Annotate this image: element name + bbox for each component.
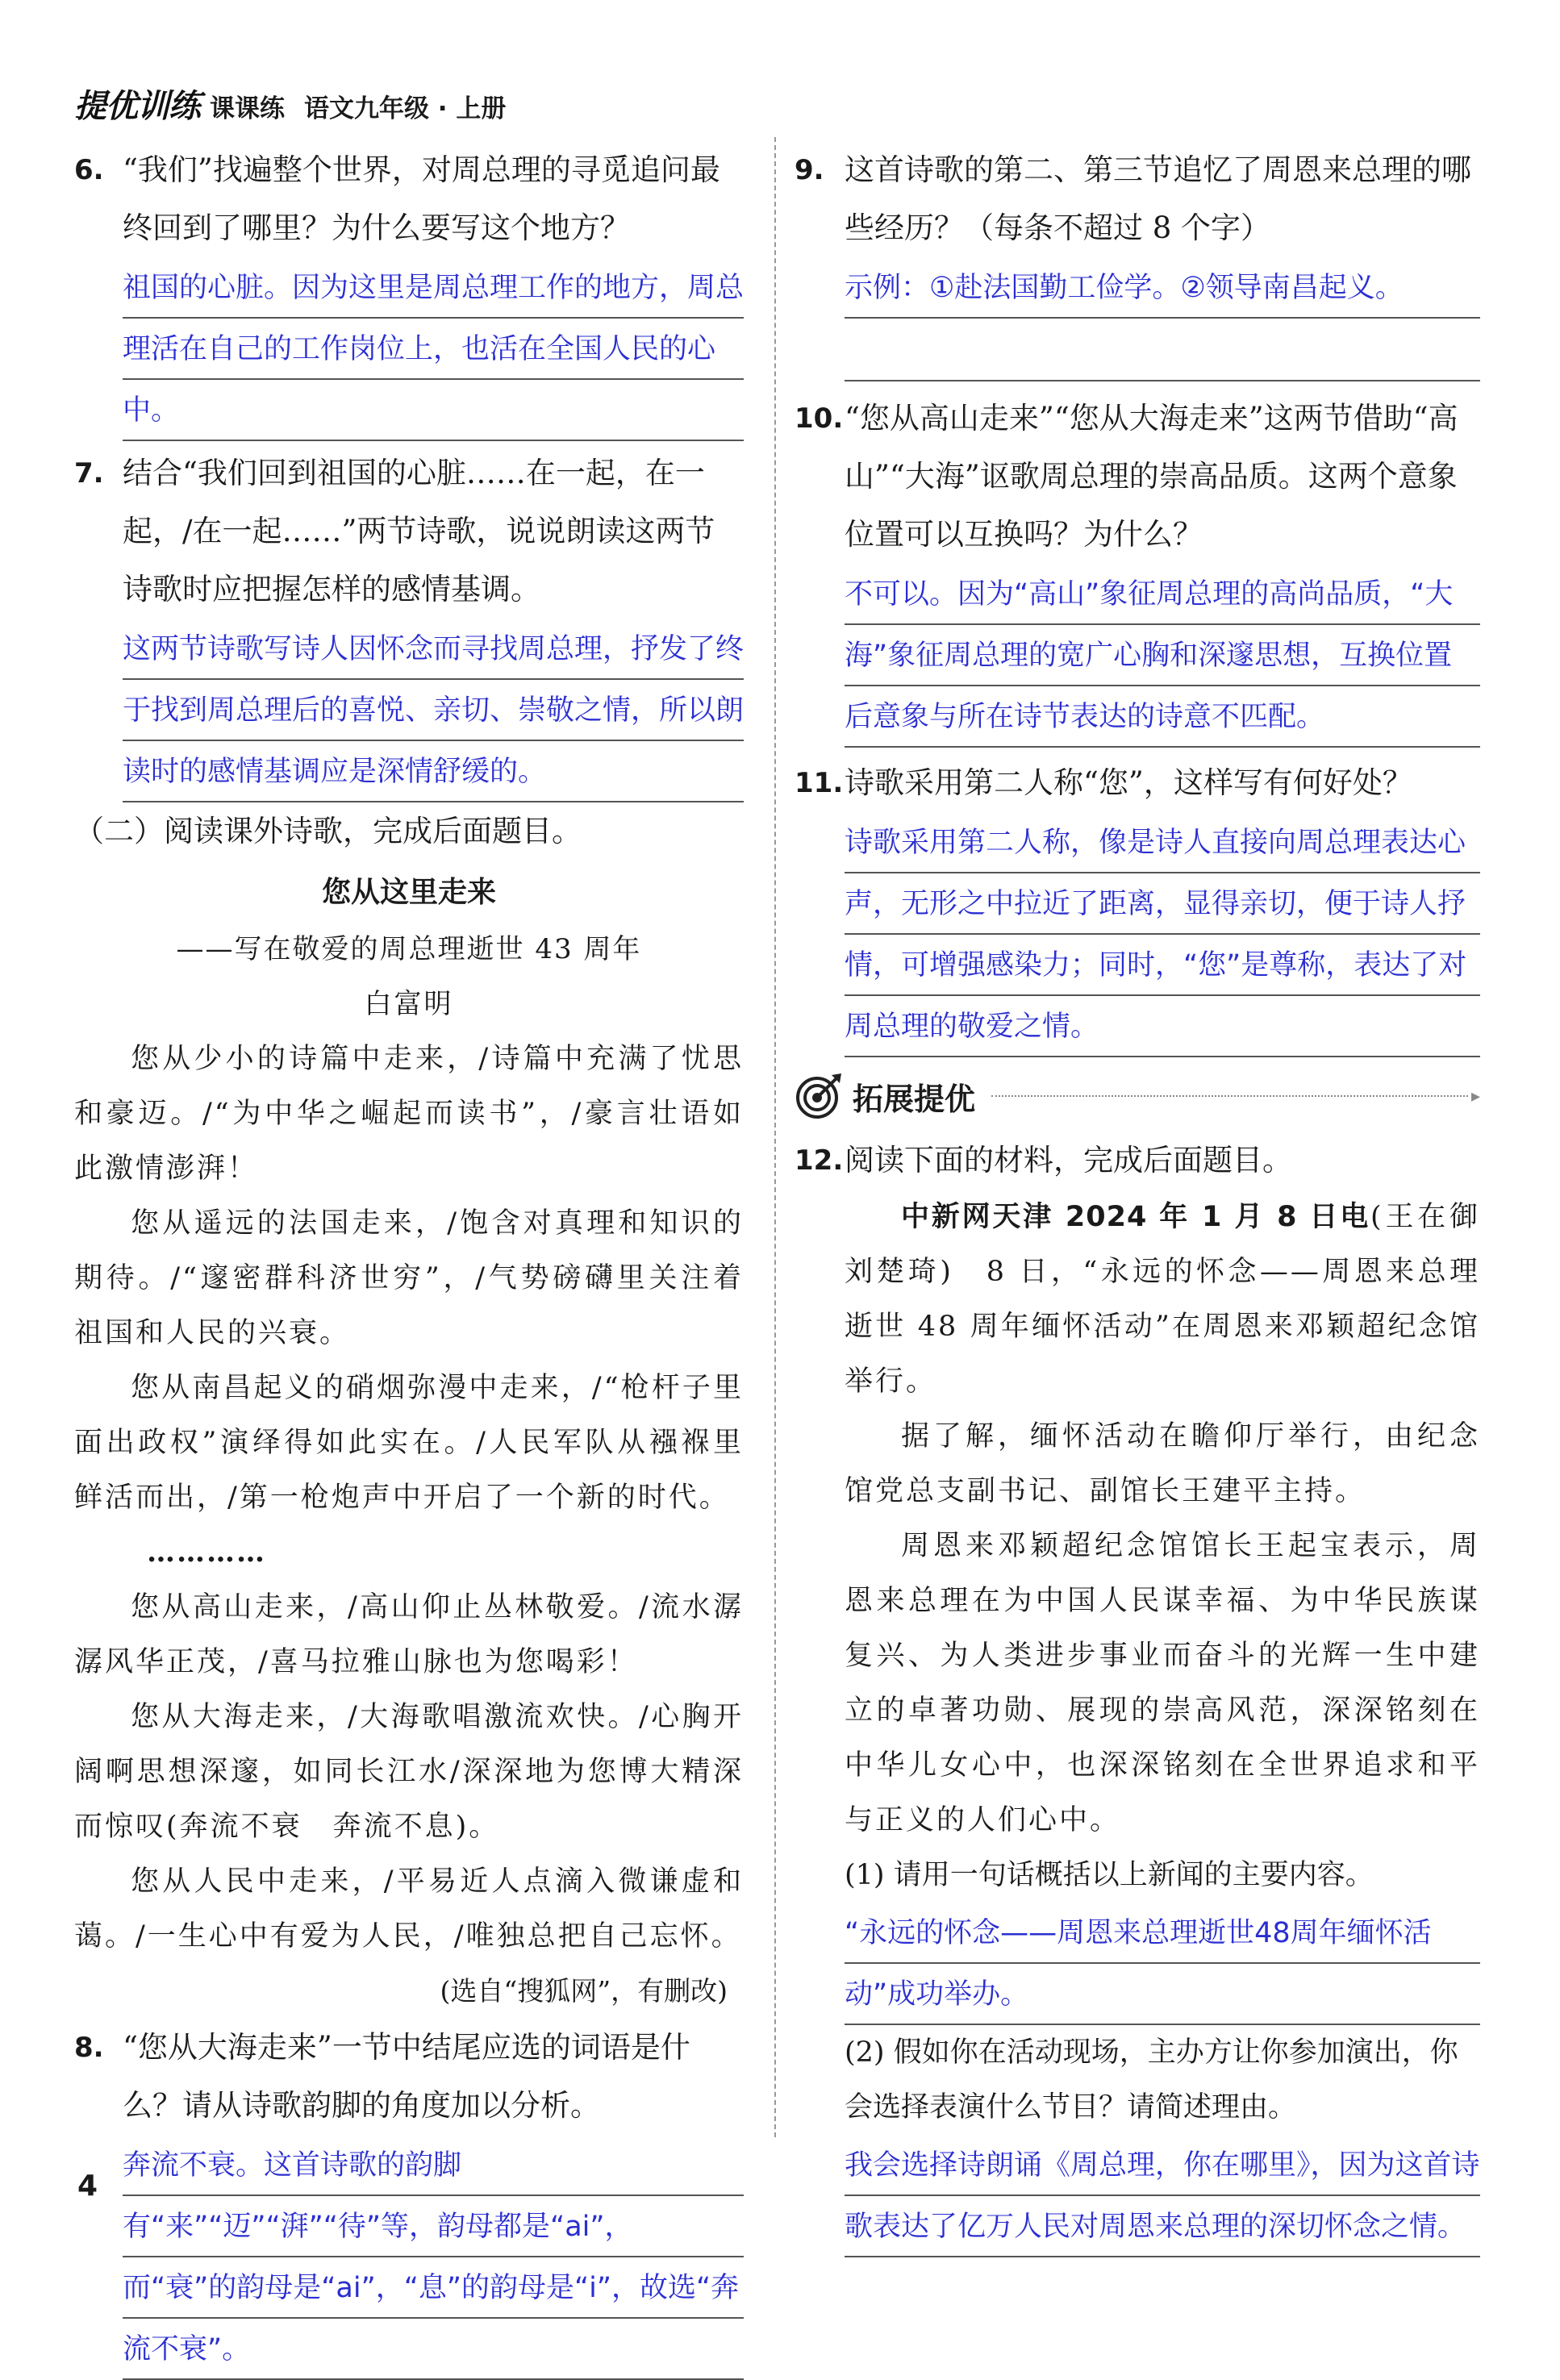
answer-line	[845, 319, 1480, 381]
page-header	[74, 81, 506, 129]
section-banner	[795, 1065, 1480, 1127]
news-paragraph: 据了解，缅怀活动在瞻仰厅举行，由纪念馆党总支副书记、副馆长王建平主持。	[845, 1420, 1480, 1507]
poem-stanza: 您从高山走来，/高山仰止丛林敬爱。/流水潺潺风华正茂，/喜马拉雅山脉也为您喝彩！	[74, 1591, 744, 1678]
question-9	[795, 141, 1480, 257]
question-number: 6.	[74, 154, 104, 186]
poem-subtitle: ——写在敬爱的周总理逝世 43 周年	[176, 933, 642, 965]
answer-10: 不可以。因为“高山”象征周总理的高尚品质，“大海”象征周总理的宽广心胸和深邃思想，互换位置后意象与所在诗节表达的诗意不匹配。	[845, 564, 1480, 748]
question-text: “您从高山走来”“您从大海走来”这两节借助“高山”“大海”讴歌周总理的崇高品质。这两个意象位置可以互换吗？为什么？	[845, 401, 1458, 552]
sub-answer-1: “永远的怀念——周恩来总理逝世48周年缅怀活动”成功举办。	[845, 1903, 1480, 2025]
question-7	[74, 444, 744, 619]
poem-source: (选自“搜狐网”，有删改)	[440, 1975, 728, 2007]
brand-subtitle: 课课练	[210, 94, 285, 123]
question-number: 7.	[74, 457, 104, 490]
poem-author: 白富明	[364, 988, 454, 1020]
section-heading: （二）阅读课外诗歌，完成后面题目。	[74, 814, 582, 848]
poem-stanza: 您从大海走来，/大海歌唱激流欢快。/心胸开阔啊思想深邃，如同长江水/深深地为您博大精深而惊叹(奔流不衰 奔流不息)。	[74, 1701, 744, 1843]
column-divider	[774, 137, 776, 2137]
question-text: “我们”找遍整个世界，对周总理的寻觅追问最终回到了哪里？为什么要写这个地方？	[123, 152, 720, 245]
poem-stanza: 您从南昌起义的硝烟弥漫中走来，/“枪杆子里面出政权”演绎得如此实在。/人民军队从襁褓里鲜活而出，/第一枪炮声中开启了一个新的时代。	[74, 1372, 744, 1514]
answer-6: 祖国的心脏。因为这里是周总理工作的地方，周总理活在自己的工作岗位上，也活在全国人民的心中。	[123, 257, 744, 441]
question-text: 结合“我们回到祖国的心脏……在一起，在一起，/在一起……”两节诗歌，说说朗读这两节诗歌时应把握怎样的感情基调。	[123, 456, 715, 606]
question-10	[795, 390, 1480, 564]
question-text: 阅读下面的材料，完成后面题目。	[845, 1143, 1292, 1177]
banner-title: 拓展提优	[853, 1081, 976, 1117]
sub-question-2: (2) 假如你在活动现场，主办方让你参加演出，你会选择表演什么节目？请简述理由。	[845, 2036, 1458, 2124]
brand-logo: 提优训练	[74, 88, 200, 125]
grade-label: 语文九年级 · 上册	[304, 94, 507, 123]
question-text: 诗歌采用第二人称“您”，这样写有何好处？	[845, 765, 1412, 800]
poem-ellipsis: …………	[147, 1536, 266, 1569]
target-icon	[795, 1072, 843, 1120]
poem-title: 您从这里走来	[321, 876, 496, 909]
news-paragraph: 周恩来邓颖超纪念馆馆长王起宝表示，周恩来总理在为中国人民谋幸福、为中华民族谋复兴、为人类进步事业而奋斗的光辉一生中建立的卓著功勋、展现的崇高风范，深深铭刻在中华儿女心中，也深深铭刻在全世界追求和平与正义的人们心中。	[845, 1530, 1480, 1836]
poem-stanza: 您从少小的诗篇中走来，/诗篇中充满了忧思和豪迈。/“为中华之崛起而读书”，/豪言壮语如此激情澎湃！	[74, 1043, 744, 1185]
answer-11: 诗歌采用第二人称，像是诗人直接向周总理表达心声，无形之中拉近了距离，显得亲切，便于诗人抒情，可增强感染力；同时，“您”是尊称，表达了对周总理的敬爱之情。	[845, 812, 1480, 1057]
poem-stanza: 您从人民中走来，/平易近人点滴入微谦虚和蔼。/一生心中有爱为人民，/唯独总把自己忘怀。	[74, 1865, 744, 1953]
page-number: 4	[77, 2170, 98, 2203]
left-column	[74, 141, 744, 2380]
poem-stanza: 您从遥远的法国走来，/饱含对真理和知识的期待。/“邃密群科济世穷”，/气势磅礴里关注着祖国和人民的兴衰。	[74, 1207, 744, 1349]
question-number: 10.	[795, 402, 844, 435]
answer-8: 奔流不衰。这首诗歌的韵脚有“来”“迈”“湃”“待”等，韵母都是“ai”，而“衰”的韵母是“ai”，“息”的韵母是“i”，故选“奔流不衰”。	[123, 2135, 744, 2380]
question-12	[795, 1132, 1480, 1190]
question-text: 这首诗歌的第二、第三节追忆了周恩来总理的哪些经历？（每条不超过 8 个字）	[845, 152, 1471, 245]
news-text: (王在御 刘楚琦) 8 日，“永远的怀念——周恩来总理逝世 48 周年缅怀活动”在周恩来邓颖超纪念馆举行。	[845, 1201, 1481, 1398]
question-8	[74, 2019, 744, 2135]
sub-answer-2: 我会选择诗朗诵《周总理，你在哪里》，因为这首诗歌表达了亿万人民对周恩来总理的深切怀念之情。	[845, 2135, 1480, 2257]
sub-question-1: (1) 请用一句话概括以上新闻的主要内容。	[845, 1859, 1374, 1891]
question-number: 9.	[795, 154, 824, 186]
question-11	[795, 754, 1480, 812]
right-column	[795, 141, 1480, 2257]
news-dateline: 中新网天津 2024 年 1 月 8 日电	[901, 1201, 1370, 1233]
answer-7: 这两节诗歌写诗人因怀念而寻找周总理，抒发了终于找到周总理后的喜悦、亲切、崇敬之情，所以朗读时的感情基调应是深情舒缓的。	[123, 619, 744, 802]
banner-line	[991, 1095, 1468, 1097]
chevron-right-icon: ▸	[1470, 1086, 1480, 1107]
question-6	[74, 141, 744, 257]
news-paragraph	[845, 1190, 1480, 1409]
question-number: 8.	[74, 2032, 104, 2064]
question-number: 12.	[795, 1144, 844, 1177]
answer-9: 示例：①赴法国勤工俭学。②领导南昌起义。	[845, 257, 1480, 319]
question-number: 11.	[795, 767, 844, 799]
question-text: “您从大海走来”一节中结尾应选的词语是什么？请从诗歌韵脚的角度加以分析。	[123, 2030, 690, 2123]
